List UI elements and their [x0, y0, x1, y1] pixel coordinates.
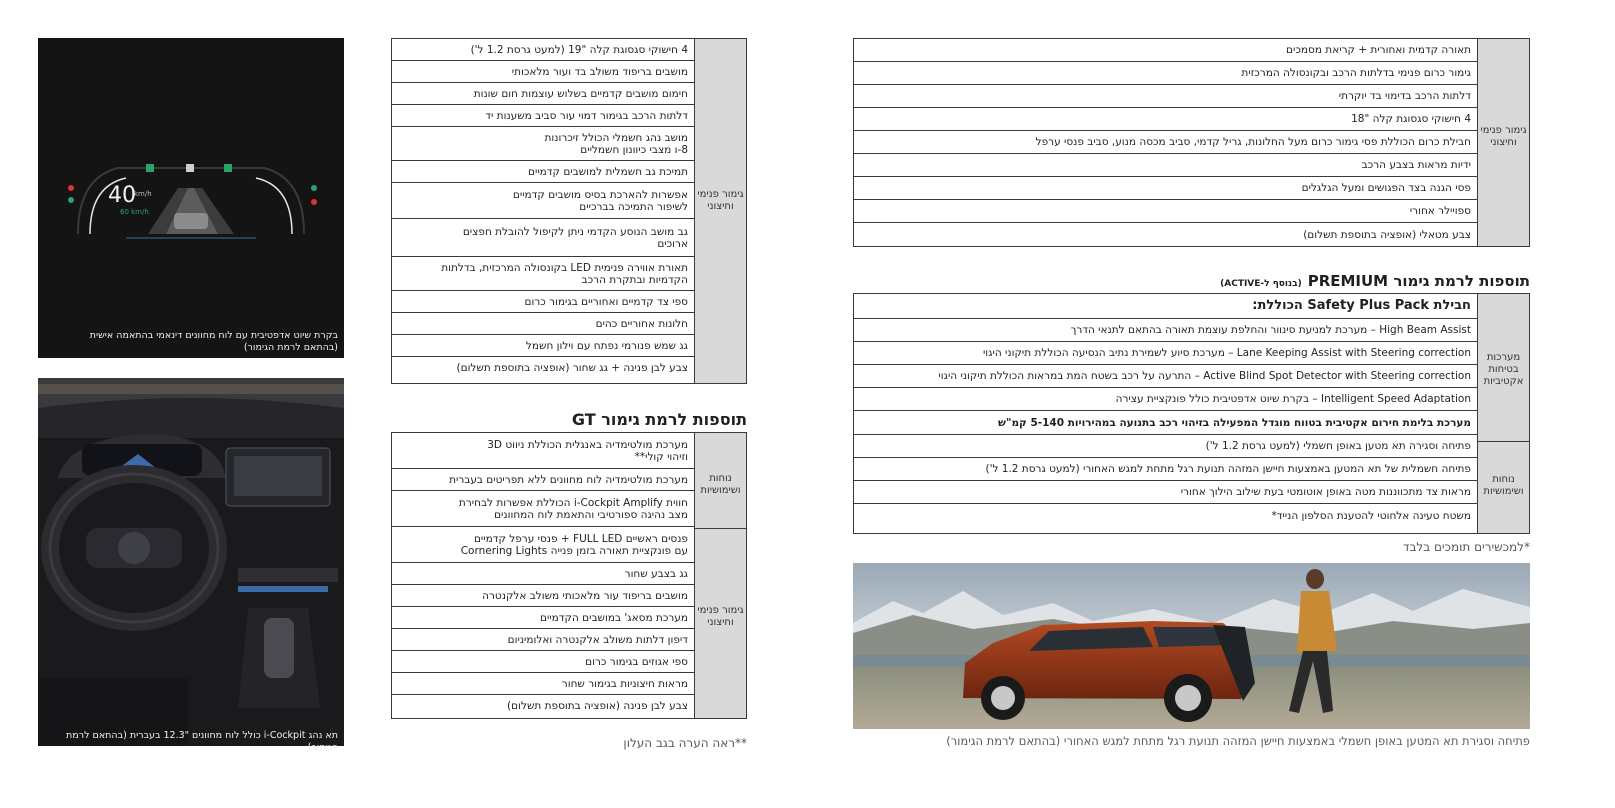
gt-finish-spec-row: דיפון דלתות משולב אלקנטרה ואלומיניום	[392, 629, 694, 651]
comfort-spec-row: משטח טעינה אלחוטי להטענת הסלפון הנייד*	[1271, 510, 1471, 522]
gt-comfort-category-label: נוחות ושימושיות	[700, 473, 741, 496]
premium-heading-title: תוספות לרמת גימור PREMIUM	[1307, 272, 1530, 290]
middle-spec-row: מושב נהג חשמלי הכולל זיכרונות 8-ו מצבי כיוונון חשמליים	[392, 127, 694, 161]
interior-category-label: גימור פנימי וחיצוני	[1480, 125, 1527, 148]
middle-spec-row: דלתות הרכב בגימור דמוי עור סביב משענות יד	[392, 105, 694, 127]
safety-spec-row: Intelligent Speed Adaptation – בקרת שיוט אדפטיבית כולל פונקציית עצירה	[854, 388, 1477, 411]
safety-category-label: מערכות בטיחות אקטיביות	[1483, 352, 1524, 387]
dashboard-photo	[38, 38, 344, 358]
gt-comfort-spec-row: מערכת מולטימדיה לוח מחוונים ללא תפריטים בעברית	[392, 469, 694, 491]
interior-category-cell	[1477, 39, 1529, 246]
interior-spec-row: 4 חישוקי סגסוגת קלה "18	[854, 108, 1477, 131]
safety-spec-row: מערכת בלימת חירום אקטיבית בטווח מוגדל המפעילה בזיהוי רכב בתנועה במהירויות 5-140 קמ"ש	[998, 416, 1471, 429]
comfort-spec-row: פתיחה חשמלית של תא המטען באמצעות חיישן המזהה תנועת רגל מתחת למגש האחורי (למעט גרסת 1.2 ל')	[854, 458, 1477, 481]
gt-finish-spec-row: צבע לבן פנינה (אופציה בתוספת תשלום)	[507, 700, 688, 712]
middle-spec-row: חלונות אחוריים כהים	[392, 313, 694, 335]
middle-spec-row: תמיכת גב חשמלית למושבים קדמיים	[392, 161, 694, 183]
interior-spec-row: ספויילר אחורי	[854, 200, 1477, 223]
interior-spec-row: דלתות הרכב בדימוי בד יוקרתי	[854, 85, 1477, 108]
car-scene-image	[853, 563, 1530, 729]
comfort-category-label: נוחות ושימושיות	[1483, 474, 1524, 497]
middle-spec-table	[391, 38, 747, 384]
gt-heading: תוספות לרמת גימור GT	[571, 410, 747, 429]
cluster-speed: 40	[108, 183, 136, 208]
middle-category-label: גימור פנימי וחיצוני	[697, 189, 744, 212]
interior-spec-rows	[854, 39, 1477, 246]
middle-spec-row: צבע לבן פנינה + גג שחור (אופציה בתוספת תשלום)	[456, 362, 688, 374]
interior-spec-table-top	[853, 38, 1530, 247]
safety-spec-row: Active Blind Spot Detector with Steering correction – התרעה על רכב בשטח המת במראות הכוללת תיקוני היגוי	[854, 365, 1477, 388]
middle-spec-row: אפשרות להארכת בסיס מושבים קדמיים לשיפור התמיכה בברכיים	[392, 183, 694, 219]
comfort-spec-row: מראות צד מתכווננות מטה באופן אוטומטי בעת שילוב הילוך אחורי	[854, 481, 1477, 504]
premium-category-column	[1477, 294, 1529, 533]
gt-footnote: **ראה הערה בגב העלון	[623, 736, 747, 750]
gt-finish-spec-row: מראות חיצוניות בגימור שחור	[392, 673, 694, 695]
middle-spec-row: 4 חישוקי סגסוגת קלה "19 (למעט גרסת 1.2 ל')	[392, 39, 694, 61]
gt-comfort-spec-row: מערכת מולטימדיה באנגלית הכוללת ניווט 3D וזיהוי קולי**	[392, 433, 694, 469]
middle-spec-row: ספי צד קדמיים ואחוריים בגימור כרום	[392, 291, 694, 313]
interior-spec-row: פסי הגנה בצד הפגושים ומעל הגלגלים	[854, 177, 1477, 200]
safety-spec-row: Lane Keeping Assist with Steering correction – מערכת סיוע לשמירת נתיב הנסיעה הכוללת תיקוני היגוי	[854, 342, 1477, 365]
premium-spec-rows	[854, 294, 1477, 533]
gt-finish-spec-row: גג בצבע שחור	[392, 563, 694, 585]
interior-spec-row: חבילת כרום הכוללת פסי גימור כרום מעל החלונות, גריל קדמי, סביב מכסה מנוע, סביב פנסי ערפל	[854, 131, 1477, 154]
comfort-spec-row: פתיחה וסגירה תא מטען באופן חשמלי (למעט גרסת 1.2 ל')	[854, 435, 1477, 458]
gt-spec-table	[391, 432, 747, 719]
gt-finish-spec-row: פנסים ראשיים FULL LED + פנסי ערפל קדמיים עם פונקציית תאורה בזמן פנייה Cornering Lights	[392, 527, 694, 563]
interior-spec-row: ידיות מראות בצבע הרכב	[854, 154, 1477, 177]
premium-heading-sub: (בנוסף ל-ACTIVE)	[1220, 279, 1302, 289]
dashboard-caption: בקרת שיוט אדפטיבית עם לוח מחוונים דינאמי בהתאמה אישית (בהתאם לרמת הגימור)	[89, 330, 338, 353]
gt-finish-spec-row: ספי אגוזים בגימור כרום	[392, 651, 694, 673]
gt-finish-spec-row: מערכת מסאג' במושבים הקדמיים	[392, 607, 694, 629]
middle-spec-row: חימום מושבים קדמיים בשלוש עוצמות חום שונות	[392, 83, 694, 105]
cluster-speed-setting: 60 km/h	[120, 208, 149, 216]
trunk-caption: פתיחה וסגירת תא המטען באופן חשמלי באמצעות חיישן המזהה תנועת רגל מתחת למגש האחורי (בהתאם לרמת הגימור)	[946, 734, 1530, 748]
safety-spec-row: High Beam Assist – מערכת למניעת סינוור והחלפת עוצמת תאורה בהתאם לתנאי הדרך	[854, 319, 1477, 342]
cockpit-caption: תא נהג i-Cockpit כולל לוח מחוונים "12.3 בעברית (בהתאם לרמת הגימור)	[66, 730, 338, 753]
phones-note: *למכשירים תומכים בלבד	[1402, 540, 1530, 554]
middle-spec-rows	[392, 39, 694, 383]
gt-finish-spec-row: מושבים בריפוד עור מלאכותי משולב אלקנטרה	[392, 585, 694, 607]
cockpit-interior-image	[38, 378, 344, 746]
gt-finish-category-label: גימור פנימי וחיצוני	[697, 605, 744, 628]
digital-cluster-image	[38, 38, 344, 358]
premium-spec-table	[853, 293, 1530, 534]
middle-spec-row: גב מושב הנוסע הקדמי ניתן לקיפול להובלת חפצים ארוכים	[392, 219, 694, 257]
gt-comfort-spec-row: חווית i-Cockpit Amplify הכוללת אפשרות לבחירת מצב נהיגה ספורטיבי והתאמת לוח המחוונים	[458, 496, 688, 521]
premium-heading	[1220, 272, 1530, 290]
gt-category-column	[694, 433, 746, 718]
trunk-photo	[853, 563, 1530, 729]
middle-spec-row: מושבים בריפוד משולב בד ועור מלאכותי	[392, 61, 694, 83]
cluster-speed-unit: km/h	[134, 190, 152, 198]
interior-spec-row: צבע מטאלי (אופציה בתוספת תשלום)	[1303, 228, 1471, 241]
middle-spec-row: תאורת אווירה פנימית LED בקונסולה המרכזית, בדלתות הקדמיות ובתקרת הרכב	[392, 257, 694, 291]
gt-spec-rows	[392, 433, 694, 718]
safety-spec-row: חבילת Safety Plus Pack הכוללת:	[854, 294, 1477, 319]
middle-spec-row: גג שמש פנורמי נפתח עם וילון חשמל	[392, 335, 694, 357]
middle-category-cell	[694, 39, 746, 383]
interior-spec-row: גימור כרום פנימי בדלתות הרכב ובקונסולה המרכזית	[854, 62, 1477, 85]
interior-spec-row: תאורה קדמית ואחורית + קריאת מסמכים	[854, 39, 1477, 62]
cockpit-photo	[38, 378, 344, 753]
